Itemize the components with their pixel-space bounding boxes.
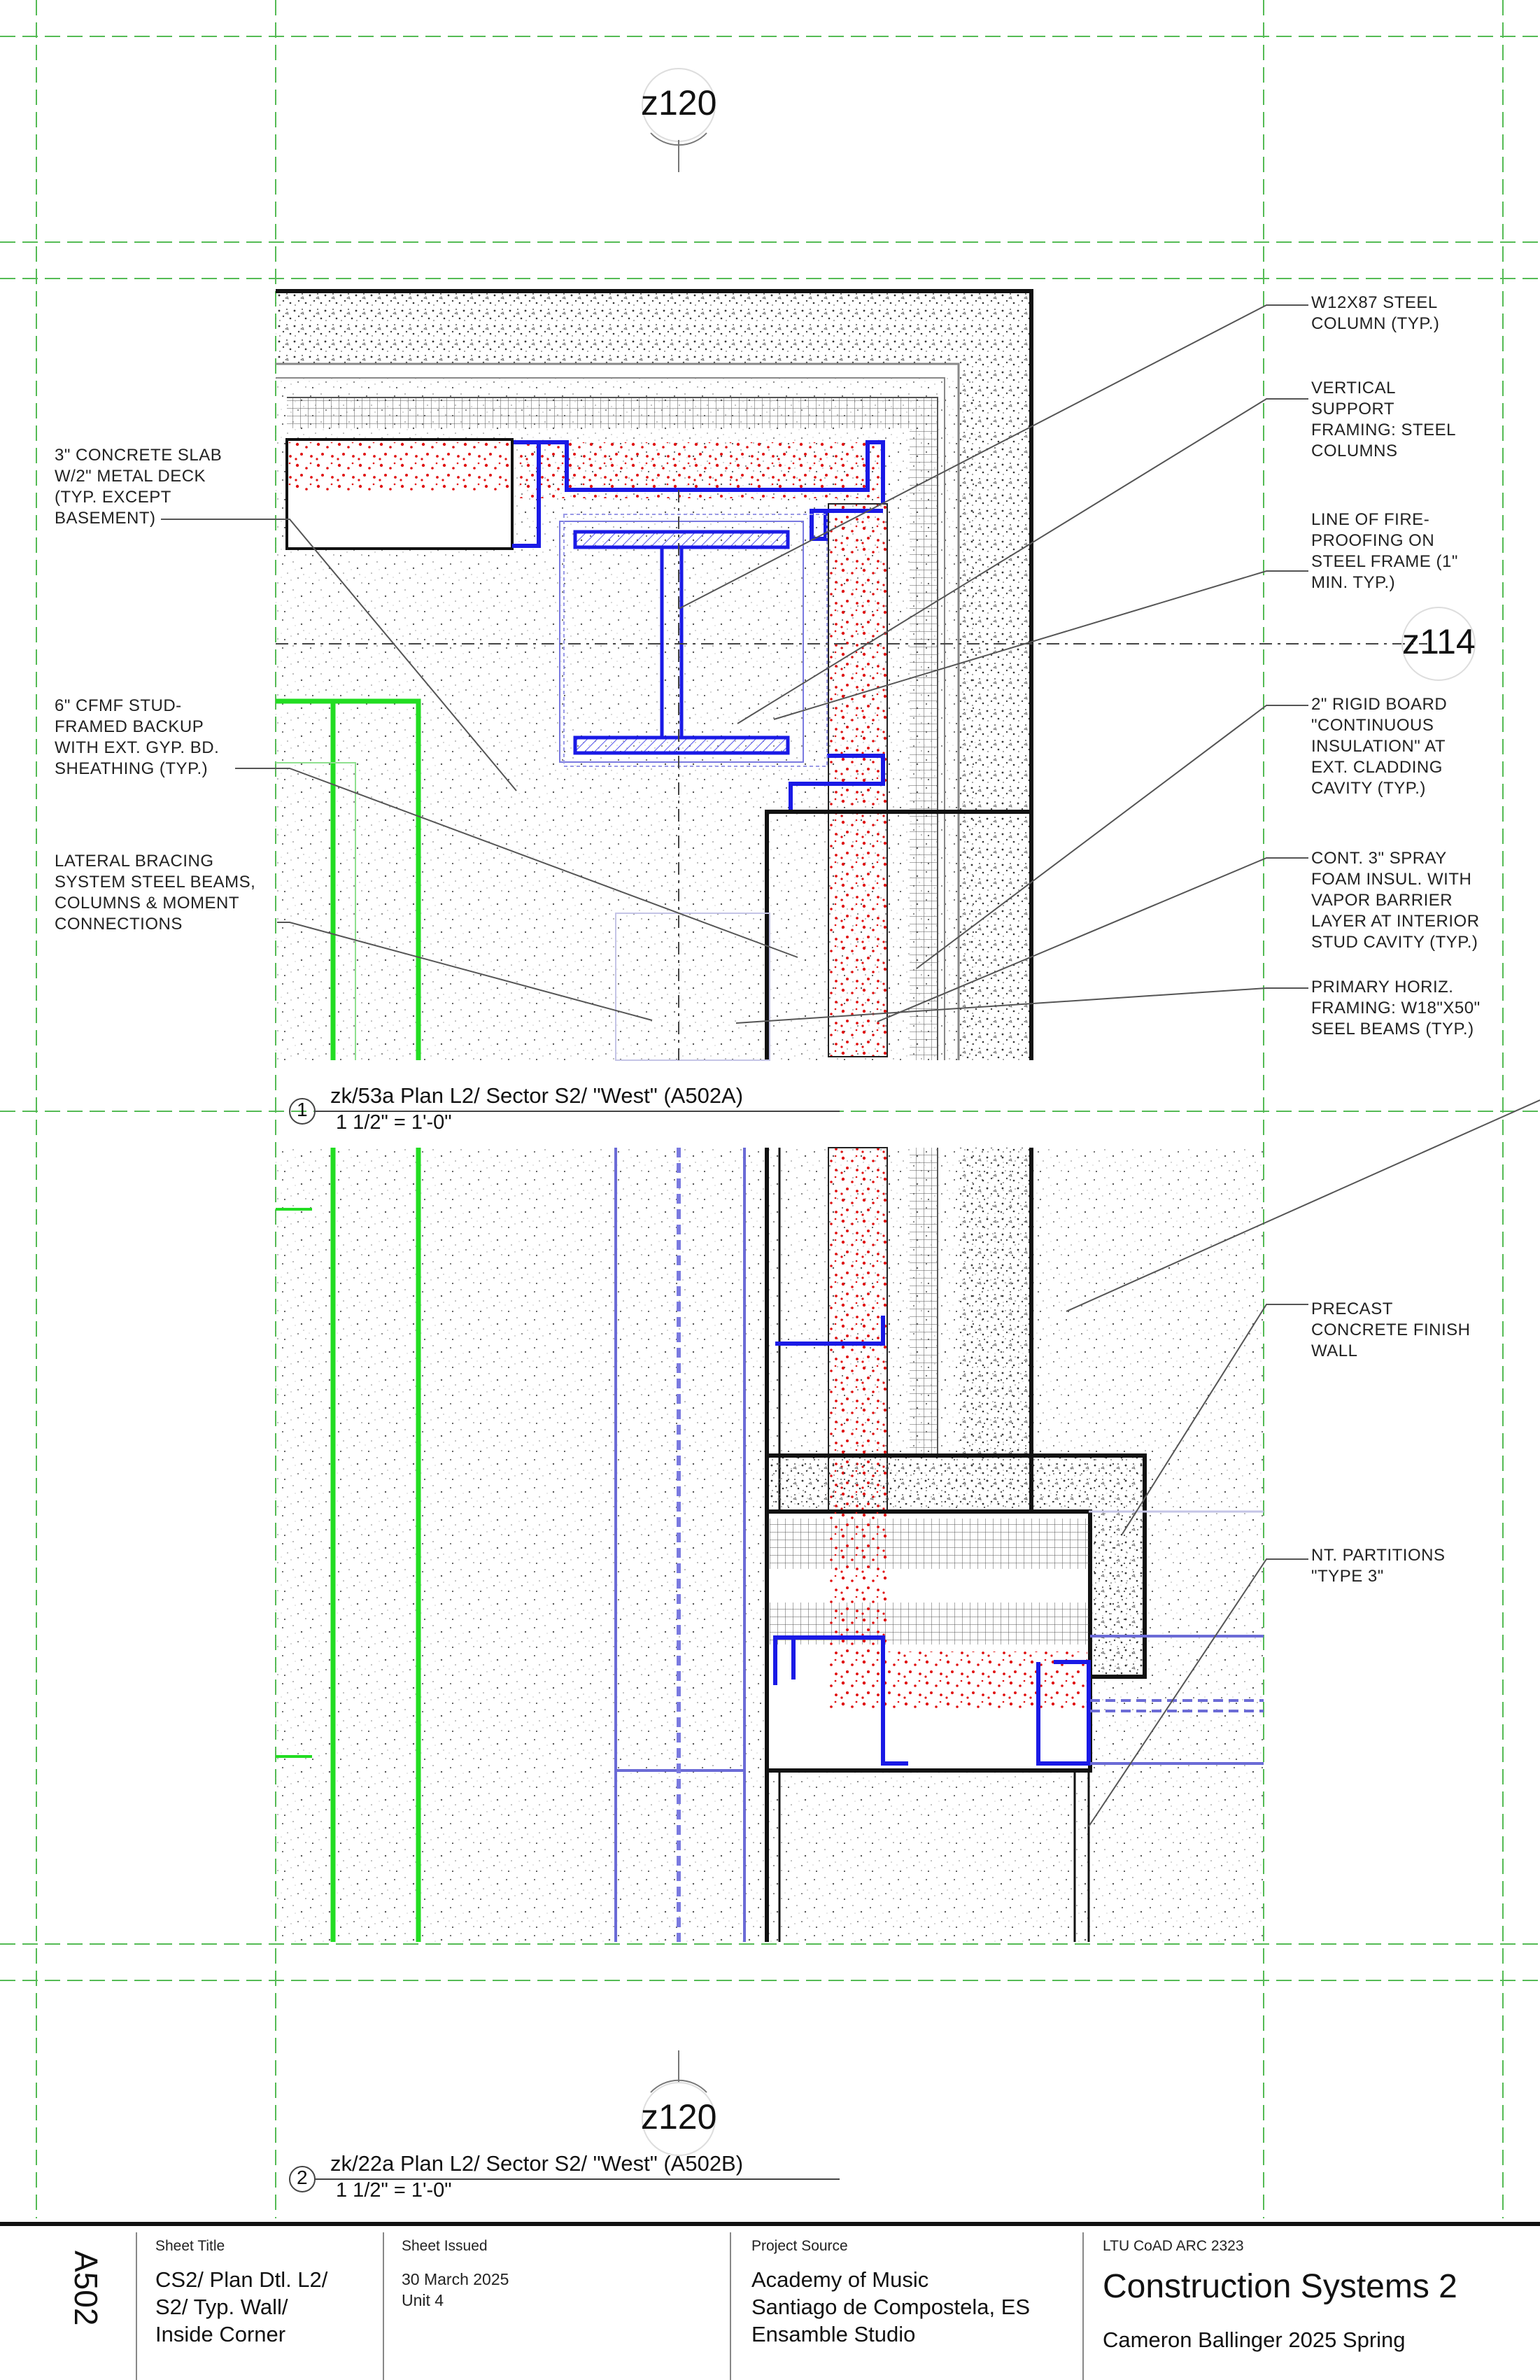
grid-label-bottom: z120 <box>641 2097 717 2136</box>
project-source: Academy of Music Santiago de Compostela, ES Ensamble Studio <box>751 2267 1031 2346</box>
course-code: LTU CoAD ARC 2323 <box>1103 2238 1244 2254</box>
view-2-scale: 1 1/2" = 1'-0" <box>336 2179 452 2202</box>
note-partitions: NT. PARTITIONS "TYPE 3" <box>1311 1546 1446 1586</box>
author: Cameron Ballinger 2025 Spring <box>1103 2328 1406 2352</box>
course-title: Construction Systems 2 <box>1103 2268 1457 2305</box>
sheet-issued: 30 March 2025 Unit 4 <box>402 2270 509 2309</box>
note-precast-wall: PRECAST CONCRETE FINISH WALL <box>1311 1300 1471 1360</box>
note-steel-column: W12X87 STEEL COLUMN (TYP.) <box>1311 293 1440 333</box>
note-lateral-bracing: LATERAL BRACING SYSTEM STEEL BEAMS, COLUMNS & MOMENT CONNECTIONS <box>55 852 256 934</box>
sheet-title: CS2/ Plan Dtl. L2/ S2/ Typ. Wall/ Inside Corner <box>155 2267 328 2346</box>
grid-label-top: z120 <box>641 83 717 122</box>
view-2-title: zk/22a Plan L2/ Sector S2/ "West" (A502B) <box>330 2151 744 2176</box>
view-1-title: zk/53a Plan L2/ Sector S2/ "West" (A502A) <box>330 1083 744 1108</box>
detail-2 <box>276 1148 1264 1942</box>
view-1-number: 1 <box>297 1099 308 1120</box>
view-1-scale: 1 1/2" = 1'-0" <box>336 1111 452 1134</box>
note-fireproofing: LINE OF FIRE- PROOFING ON STEEL FRAME (1" MIN. TYP.) <box>1311 510 1458 592</box>
project-source-label: Project Source <box>751 2238 848 2254</box>
sheet-number: A502 <box>68 2251 104 2326</box>
sheet-title-label: Sheet Title <box>155 2238 225 2254</box>
note-cfmf-stud: 6" CFMF STUD- FRAMED BACKUP WITH EXT. GYP. BD. SHEATHING (TYP.) <box>55 696 220 778</box>
note-concrete-slab: 3" CONCRETE SLAB W/2" METAL DECK (TYP. EXCEPT BASEMENT) <box>55 446 222 528</box>
grid-label-right: z114 <box>1402 622 1476 661</box>
note-rigid-board: 2" RIGID BOARD "CONTINUOUS INSULATION" AT EXT. CLADDING CAVITY (TYP.) <box>1311 695 1448 798</box>
note-spray-foam: CONT. 3" SPRAY FOAM INSUL. WITH VAPOR BARRIER LAYER AT INTERIOR STUD CAVITY (TYP.) <box>1311 849 1480 952</box>
view-2-number: 2 <box>297 2167 308 2188</box>
sheet-issued-label: Sheet Issued <box>402 2238 488 2254</box>
note-vertical-support: VERTICAL SUPPORT FRAMING: STEEL COLUMNS <box>1311 379 1457 460</box>
note-primary-framing: PRIMARY HORIZ. FRAMING: W18"X50" SEEL BEAMS (TYP.) <box>1311 978 1481 1038</box>
